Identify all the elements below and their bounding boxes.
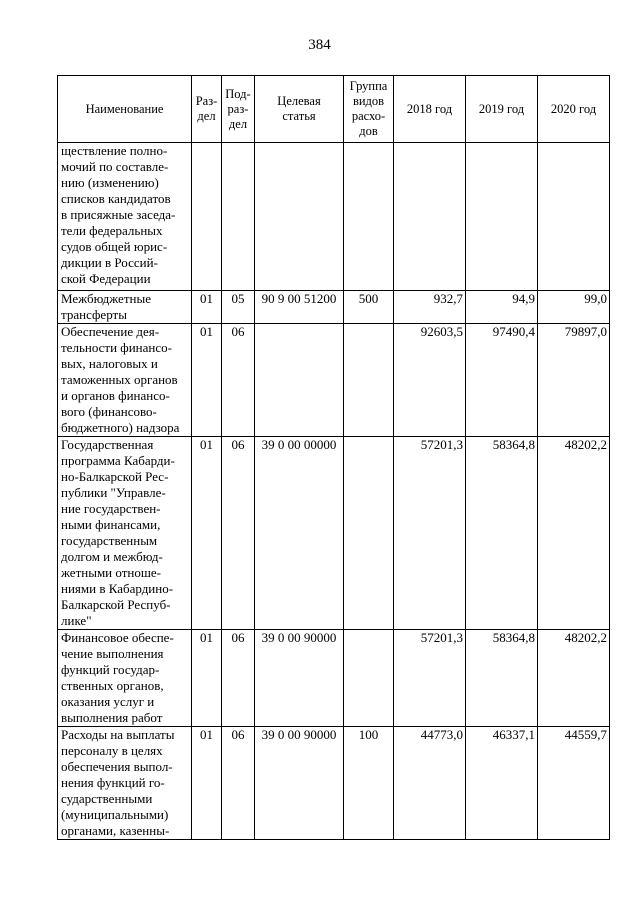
table-row: [58, 630, 610, 727]
row-name: Расходы на выплаты персоналу в целях обеспечения выпол- нения функций го- сударственными (муниципальными) органами, казенны-: [58, 727, 192, 840]
row-name: Государственная программа Кабарди- но-Балкарской Рес- публики "Управле- ние государствен- ными финансами, государственным долгом и межбюд- жетными отноше- ниями в Кабардино- Балкарской Респуб- лике": [58, 437, 192, 630]
row-group: [344, 630, 394, 727]
row-group: [344, 143, 394, 291]
row-name: Финансовое обеспе- чение выполнения функций государ- ственных органов, оказания услуг и выполнения работ: [58, 630, 192, 727]
table-row: [58, 437, 610, 630]
row-2020: 79897,0: [538, 324, 610, 437]
row-name: Обеспечение дея- тельности финансо- вых, налоговых и таможенных органов и органов финансо- вого (финансово- бюджетного) надзора: [58, 324, 192, 437]
table-row: [58, 727, 610, 840]
row-target: 90 9 00 51200: [255, 291, 344, 324]
header-row: [58, 76, 610, 143]
row-group: 500: [344, 291, 394, 324]
page-number: 384: [308, 37, 331, 53]
row-2019: 97490,4: [466, 324, 538, 437]
row-group: 100: [344, 727, 394, 840]
row-name: Межбюджетные трансферты: [58, 291, 192, 324]
row-section: 01: [192, 437, 222, 630]
header-subsection: Под- раз- дел: [222, 76, 255, 143]
row-2019: 46337,1: [466, 727, 538, 840]
row-2018: 57201,3: [394, 630, 466, 727]
header-2018: 2018 год: [394, 76, 466, 143]
header-2020: 2020 год: [538, 76, 610, 143]
row-2019: [466, 143, 538, 291]
row-2020: 99,0: [538, 291, 610, 324]
row-2018: 57201,3: [394, 437, 466, 630]
row-group: [344, 437, 394, 630]
header-2019: 2019 год: [466, 76, 538, 143]
header-group: Группа видов расхо- дов: [344, 76, 394, 143]
row-2018: 932,7: [394, 291, 466, 324]
row-2020: 48202,2: [538, 437, 610, 630]
row-2019: 58364,8: [466, 630, 538, 727]
row-2019: 94,9: [466, 291, 538, 324]
row-2018: 44773,0: [394, 727, 466, 840]
row-section: 01: [192, 727, 222, 840]
row-section: [192, 143, 222, 291]
row-section: 01: [192, 630, 222, 727]
row-target: 39 0 00 00000: [255, 437, 344, 630]
row-target: 39 0 00 90000: [255, 727, 344, 840]
row-subsection: 06: [222, 727, 255, 840]
table-row: [58, 143, 610, 291]
row-section: 01: [192, 291, 222, 324]
row-2018: 92603,5: [394, 324, 466, 437]
row-target: [255, 143, 344, 291]
row-subsection: 06: [222, 437, 255, 630]
row-2020: 48202,2: [538, 630, 610, 727]
row-target: [255, 324, 344, 437]
row-subsection: 06: [222, 630, 255, 727]
header-section: Раз- дел: [192, 76, 222, 143]
row-target: 39 0 00 90000: [255, 630, 344, 727]
row-subsection: 06: [222, 324, 255, 437]
row-group: [344, 324, 394, 437]
row-2019: 58364,8: [466, 437, 538, 630]
row-subsection: [222, 143, 255, 291]
header-target: Целевая статья: [255, 76, 344, 143]
header-name: Наименование: [58, 76, 192, 143]
table-row: [58, 291, 610, 324]
row-2020: [538, 143, 610, 291]
row-subsection: 05: [222, 291, 255, 324]
table-row: [58, 324, 610, 437]
row-2018: [394, 143, 466, 291]
row-section: 01: [192, 324, 222, 437]
budget-table: [57, 75, 610, 840]
row-name: ществление полно- мочий по составле- нию (изменению) списков кандидатов в присяжные заседа- тели федеральных судов общей юрис- дикции в Россий- ской Федерации: [58, 143, 192, 291]
row-2020: 44559,7: [538, 727, 610, 840]
